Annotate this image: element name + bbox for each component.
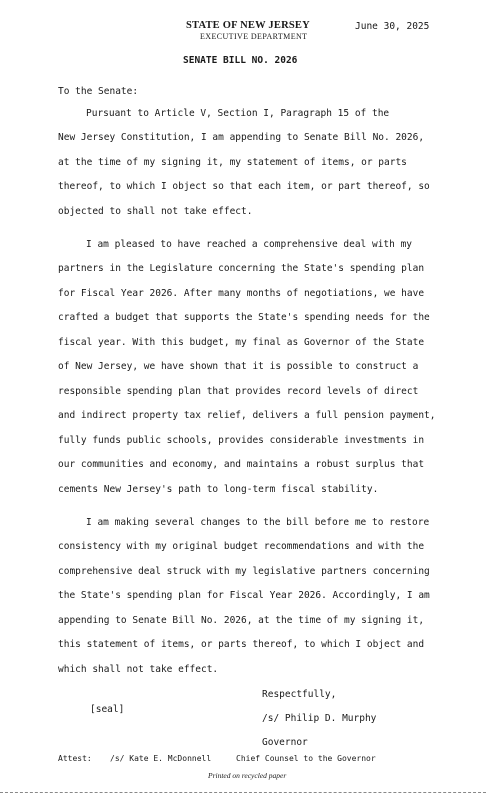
paragraph-line: cements New Jersey's path to long-term fiscal stability.	[58, 484, 379, 495]
paragraph-line: responsible spending plan that provides record levels of direct	[58, 386, 419, 397]
attest-name: /s/ Kate E. McDonnell	[110, 754, 212, 763]
signer-title: Governor	[262, 737, 308, 748]
document-date: June 30, 2025	[355, 21, 430, 32]
paragraph-line: partners in the Legislature concerning the State's spending plan	[58, 263, 425, 274]
paragraph-line: appending to Senate Bill No. 2026, at the time of my signing it,	[58, 615, 425, 626]
bill-title: SENATE BILL NO. 2026	[183, 55, 298, 66]
state-title: STATE OF NEW JERSEY	[186, 20, 310, 31]
paragraph-line: Pursuant to Article V, Section I, Paragraph 15 of the	[86, 108, 390, 119]
closing: Respectfully,	[262, 689, 337, 700]
footer-rule	[0, 792, 486, 793]
paragraph-line: New Jersey Constitution, I am appending to Senate Bill No. 2026,	[58, 132, 425, 143]
paragraph-line: for Fiscal Year 2026. After many months of negotiations, we have	[58, 288, 425, 299]
paragraph-line: at the time of my signing it, my statement of items, or parts	[58, 157, 407, 168]
paragraph-line: of New Jersey, we have shown that it is possible to construct a	[58, 361, 419, 372]
paragraph-line: I am making several changes to the bill before me to restore	[86, 517, 430, 528]
paragraph-line: our communities and economy, and maintains a robust surplus that	[58, 459, 425, 470]
attest-title: Chief Counsel to the Governor	[236, 754, 376, 763]
signer-name: /s/ Philip D. Murphy	[262, 713, 377, 724]
paragraph-line: the State's spending plan for Fiscal Year 2026. Accordingly, I am	[58, 590, 430, 601]
recycled-paper-footer: Printed on recycled paper	[208, 771, 287, 780]
paragraph-line: this statement of items, or parts thereof, to which I object and	[58, 639, 425, 650]
paragraph-line: I am pleased to have reached a comprehensive deal with my	[86, 239, 413, 250]
paragraph-line: consistency with my original budget recommendations and with the	[58, 541, 425, 552]
paragraph-line: thereof, to which I object so that each item, or part thereof, so	[58, 181, 430, 192]
salutation: To the Senate:	[58, 86, 139, 97]
attest-label: Attest:	[58, 754, 92, 763]
paragraph-line: crafted a budget that supports the State's spending needs for the	[58, 312, 430, 323]
seal-placeholder: [seal]	[90, 704, 125, 715]
paragraph-line: and indirect property tax relief, delivers a full pension payment,	[58, 410, 436, 421]
paragraph-line: comprehensive deal struck with my legislative partners concerning	[58, 566, 430, 577]
department-name: EXECUTIVE DEPARTMENT	[200, 32, 308, 41]
paragraph-line: fiscal year. With this budget, my final as Governor of the State	[58, 337, 425, 348]
paragraph-line: objected to shall not take effect.	[58, 206, 253, 217]
paragraph-line: which shall not take effect.	[58, 664, 219, 675]
paragraph-line: fully funds public schools, provides considerable investments in	[58, 435, 425, 446]
